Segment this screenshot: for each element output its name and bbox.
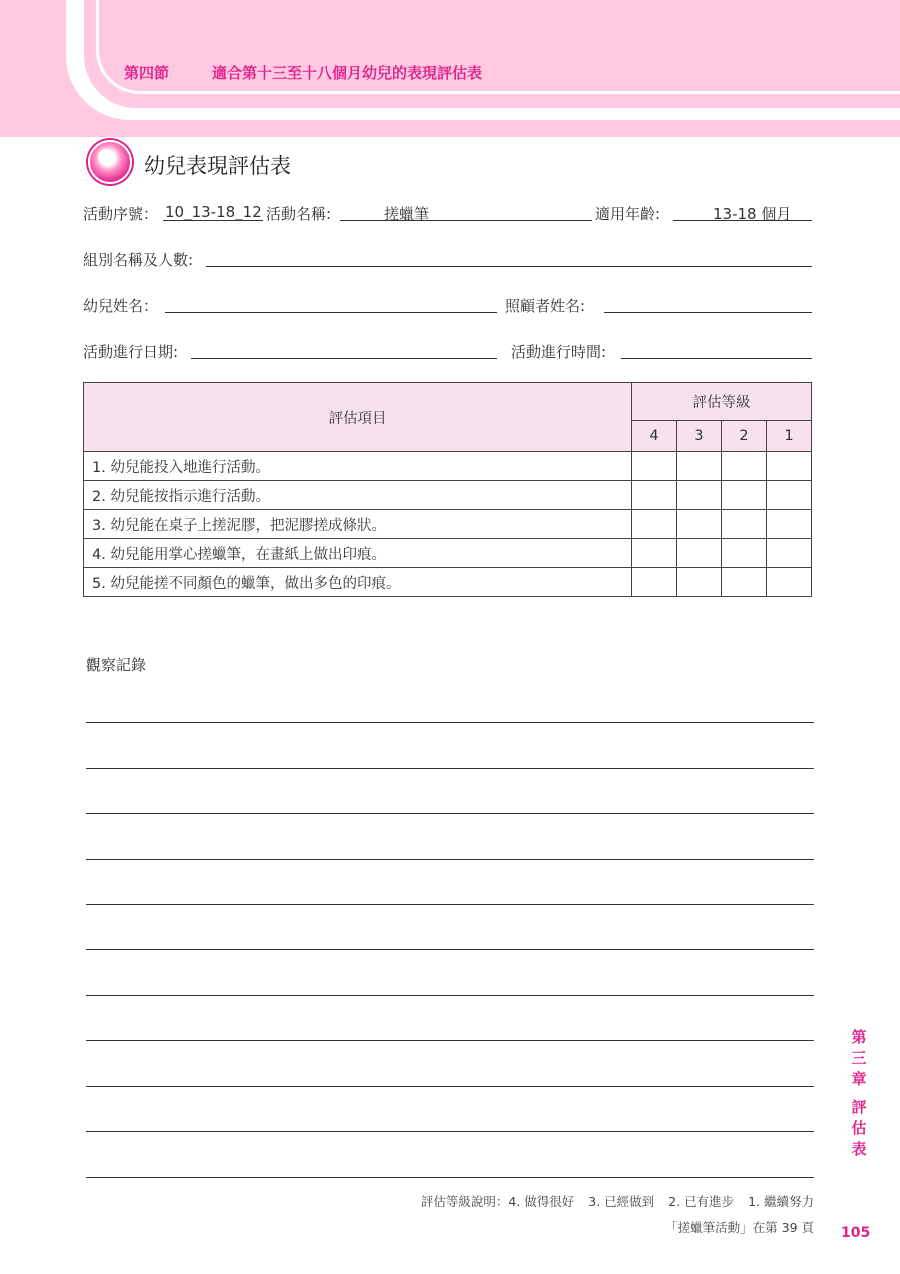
observation-line[interactable] bbox=[86, 904, 814, 905]
form-title: 幼兒表現評估表 bbox=[144, 154, 291, 178]
score-cell[interactable] bbox=[767, 568, 812, 597]
observation-line[interactable] bbox=[86, 995, 814, 996]
score-cell[interactable] bbox=[767, 481, 812, 510]
score-header-4: 4 bbox=[632, 420, 677, 451]
activity-name-field[interactable]: 搓蠟筆 bbox=[340, 203, 592, 221]
carer-name-label: 照顧者姓名: bbox=[505, 297, 586, 315]
score-header-3: 3 bbox=[677, 420, 722, 451]
table-row bbox=[84, 481, 812, 510]
activity-no-label: 活動序號： bbox=[83, 205, 159, 223]
page-crossref: 「搓蠟筆活動」在第 39 頁 bbox=[665, 1220, 814, 1235]
table-row bbox=[84, 568, 812, 597]
page-number: 105 bbox=[841, 1225, 871, 1241]
age-field[interactable]: 13-18 個月 bbox=[673, 203, 812, 221]
legend-item: 2. 已有進步 bbox=[668, 1194, 735, 1209]
time-field[interactable] bbox=[621, 341, 812, 359]
observation-line[interactable] bbox=[86, 1177, 814, 1178]
legend-item: 1. 繼續努力 bbox=[748, 1194, 814, 1209]
observation-line[interactable] bbox=[86, 859, 814, 860]
score-cell[interactable] bbox=[677, 539, 722, 568]
score-header-2: 2 bbox=[722, 420, 767, 451]
observation-line[interactable] bbox=[86, 722, 814, 723]
side-tab-char: 表 bbox=[851, 1140, 867, 1158]
score-cell[interactable] bbox=[677, 510, 722, 539]
table-row bbox=[84, 510, 812, 539]
observation-line[interactable] bbox=[86, 768, 814, 769]
score-cell[interactable] bbox=[767, 452, 812, 481]
score-cell[interactable] bbox=[632, 452, 677, 481]
date-label: 活動進行日期: bbox=[83, 343, 179, 361]
group-label: 組別名稱及人數: bbox=[83, 251, 194, 269]
observation-title: 觀察記錄 bbox=[86, 656, 147, 674]
side-tab-name bbox=[850, 1097, 868, 1160]
section-label: 第四節 bbox=[124, 64, 170, 82]
item-text: 5. 幼兒能搓不同顏色的蠟筆，做出多色的印痕。 bbox=[84, 568, 632, 597]
child-name-label: 幼兒姓名： bbox=[83, 297, 159, 315]
score-header-1: 1 bbox=[767, 420, 812, 451]
item-text: 1. 幼兒能投入地進行活動。 bbox=[84, 452, 632, 481]
score-cell[interactable] bbox=[632, 510, 677, 539]
score-cell[interactable] bbox=[722, 510, 767, 539]
score-cell[interactable] bbox=[632, 568, 677, 597]
carer-name-field[interactable] bbox=[604, 295, 812, 313]
side-tab-chapter bbox=[850, 1027, 868, 1090]
score-cell[interactable] bbox=[722, 452, 767, 481]
score-cell[interactable] bbox=[677, 568, 722, 597]
item-text: 4. 幼兒能用掌心搓蠟筆，在畫紙上做出印痕。 bbox=[84, 539, 632, 568]
item-text: 3. 幼兒能在桌子上搓泥膠，把泥膠搓成條狀。 bbox=[84, 510, 632, 539]
score-cell[interactable] bbox=[722, 481, 767, 510]
score-cell[interactable] bbox=[632, 539, 677, 568]
score-cell[interactable] bbox=[677, 481, 722, 510]
side-tab-char: 評 bbox=[851, 1098, 867, 1116]
score-cell[interactable] bbox=[722, 539, 767, 568]
observation-line[interactable] bbox=[86, 1086, 814, 1087]
side-tab-char: 估 bbox=[851, 1119, 867, 1137]
age-label: 適用年齡: bbox=[595, 205, 661, 223]
evaluation-table bbox=[83, 382, 812, 597]
section-title: 適合第十三至十八個月幼兒的表現評估表 bbox=[212, 64, 483, 82]
rating-legend bbox=[421, 1192, 814, 1210]
pink-circle-bullet-icon bbox=[88, 140, 132, 184]
item-header: 評估項目 bbox=[84, 383, 632, 452]
observation-line[interactable] bbox=[86, 1131, 814, 1132]
activity-name-label: 活動名稱: bbox=[266, 205, 332, 223]
activity-no-field[interactable]: 10_13-18_12 bbox=[165, 203, 262, 221]
observation-line[interactable] bbox=[86, 813, 814, 814]
observation-line[interactable] bbox=[86, 949, 814, 950]
side-tab-char: 三 bbox=[851, 1049, 867, 1067]
legend-item: 4. 做得很好 bbox=[508, 1194, 575, 1209]
score-cell[interactable] bbox=[767, 510, 812, 539]
side-tab-char: 章 bbox=[851, 1070, 867, 1088]
child-name-field[interactable] bbox=[165, 295, 497, 313]
score-cell[interactable] bbox=[632, 481, 677, 510]
group-field[interactable] bbox=[206, 249, 812, 267]
score-cell[interactable] bbox=[722, 568, 767, 597]
date-field[interactable] bbox=[191, 341, 497, 359]
score-cell[interactable] bbox=[677, 452, 722, 481]
level-header: 評估等級 bbox=[632, 383, 812, 421]
observation-line[interactable] bbox=[86, 1040, 814, 1041]
time-label: 活動進行時間: bbox=[511, 343, 607, 361]
table-row bbox=[84, 539, 812, 568]
table-row bbox=[84, 452, 812, 481]
legend-item: 3. 已經做到 bbox=[588, 1194, 655, 1209]
item-text: 2. 幼兒能按指示進行活動。 bbox=[84, 481, 632, 510]
score-cell[interactable] bbox=[767, 539, 812, 568]
legend-label: 評估等級說明： bbox=[420, 1194, 509, 1209]
side-tab-char: 第 bbox=[851, 1028, 867, 1046]
